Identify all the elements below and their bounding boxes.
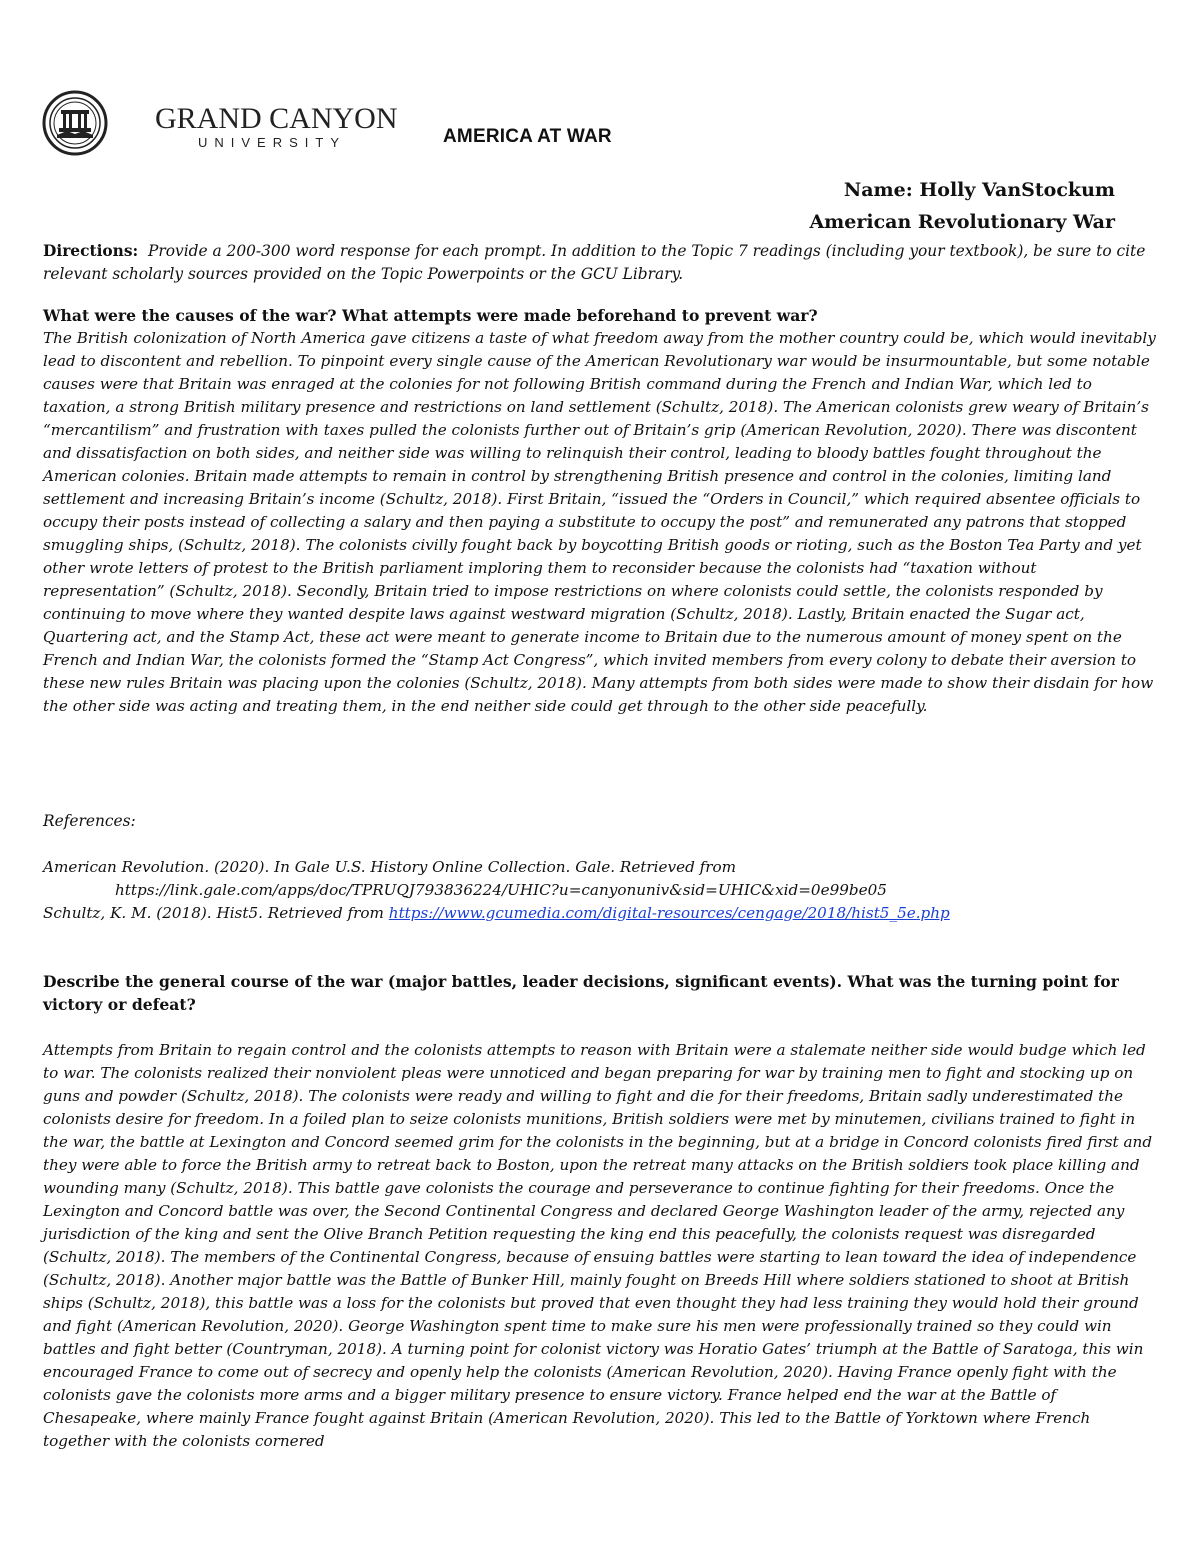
reference-1-url: https://link.gale.com/apps/doc/TPRUQJ793836224/UHIC?u=canyonuniv&sid=UHIC&xid=0e99be05 [115,881,887,899]
references-label: References: [43,812,136,830]
assignment-topic: American Revolutionary War [809,211,1115,233]
reference-2-text: Schultz, K. M. (2018). Hist5. Retrieved from [43,904,389,922]
reference-2 [43,902,950,925]
reference-1: American Revolution. (2020). In Gale U.S. History Online Collection. Gale. Retrieved from [43,858,737,876]
directions-text: Provide a 200-300 word response for each prompt. In addition to the Topic 7 readings (including your textbook), be sure to cite relevant scholarly sources provided on the Topic Powerpoints or the GCU Library. [43,242,1146,283]
university-logo [37,90,398,158]
student-name: Name: Holly VanStockum [843,179,1115,201]
logo-wordmark: GRAND CANYON [155,102,398,135]
question-2-prompt: Describe the general course of the war (major battles, leader decisions, significant events). What was the turning point for victory or defeat? [43,972,1119,1014]
question-1-answer: The British colonization of North America gave citizens a taste of what freedom away from the mother country could be, which would inevitably lead to discontent and rebellion. To pinpoint every single cause of the American Revolutionary war would be insurmountable, but some notable causes were that Britain was enraged at the colonies for not following British command during the French and Indian War, which led to taxation, a strong British military presence and restrictions on land settlement (Schultz, 2018). The American colonists grew weary of Britain’s “mercantilism” and frustration with taxes pulled the colonists further out of Britain’s grip (American Revolution, 2020). There was discontent and dissatisfaction on both sides, and neither side was willing to relinquish their control, leading to bloody battles fought throughout the American colonies. Britain made attempts to remain in control by strengthening British presence and control in the colonies, limiting land settlement and increasing Britain’s income (Schultz, 2018). First Britain, “issued the “Orders in Council,” which required absentee officials to occupy their posts instead of collecting a salary and then paying a substitute to occupy the post” and remunerated any patrons that stopped smuggling ships, (Schultz, 2018). The colonists civilly fought back by boycotting British goods or rioting, such as the Boston Tea Party and yet other wrote letters of protest to the British parliament imploring them to reconsider because the colonists had “taxation without representation” (Schultz, 2018). Secondly, Britain tried to impose restrictions on where colonists could settle, the colonists responded by continuing to move where they wanted despite laws against westward migration (Schultz, 2018). Lastly, Britain enacted the Sugar act, Quartering act, and the Stamp Act, these act were meant to generate income to Britain due to the numerous amount of money spent on the French and Indian War, the colonists formed the “Stamp Act Congress”, which invited members from every colony to debate their aversion to these new rules Britain was placing upon the colonies (Schultz, 2018). Many attempts from both sides were made to show their disdain for how the other side was acting and treating them, in the end neither side could get through to the other side peacefully. [43,329,1156,715]
document-title: AMERICA AT WAR [443,126,612,147]
seal-icon [37,90,398,158]
question-2-answer: Attempts from Britain to regain control and the colonists attempts to reason with Britain were a stalemate neither side would budge which led to war. The colonists realized their nonviolent pleas were unnoticed and began preparing for war by training men to fight and stocking up on guns and powder (Schultz, 2018). The colonists were ready and willing to fight and die for their freedoms, Britain sadly underestimated the colonists desire for freedom. In a foiled plan to seize colonists munitions, British soldiers were met by minutemen, civilians trained to fight in the war, the battle at Lexington and Concord seemed grim for the colonists in the beginning, but at a bridge in Concord colonists fired first and they were able to force the British army to retreat back to Boston, upon the retreat many attacks on the British soldiers took place killing and wounding many (Schultz, 2018). This battle gave colonists the courage and perseverance to continue fighting for their freedoms. Once the Lexington and Concord battle was over, the Second Continental Congress and declared George Washington leader of the army, rejected any jurisdiction of the king and sent the Olive Branch Petition requesting the king end this peacefully, the colonists request was disregarded (Schultz, 2018). The members of the Continental Congress, because of ensuing battles were starting to lean toward the idea of independence (Schultz, 2018). Another major battle was the Battle of Bunker Hill, mainly fought on Breeds Hill where soldiers stationed to shoot at British ships (Schultz, 2018), this battle was a loss for the colonists but proved that even thought they had less training they would hold their ground and fight (American Revolution, 2020). George Washington spent time to make sure his men were professionally trained so they could win battles and fight better (Countryman, 2018). A turning point for colonist victory was Horatio Gates’ triumph at the Battle of Saratoga, this win encouraged France to come out of secrecy and openly help the colonists (American Revolution, 2020). Having France openly fight with the colonists gave the colonists more arms and a bigger military presence to ensure victory. France helped end the war at the Battle of Chesapeake, where mainly France fought against Britain (American Revolution, 2020). This led to the Battle of Yorktown where French together with the colonists cornered [43,1041,1153,1450]
logo-subword: UNIVERSITY [198,135,347,150]
directions-paragraph [43,240,1158,286]
reference-2-link[interactable]: https://www.gcumedia.com/digital-resources/cengage/2018/hist5_5e.php [388,904,950,922]
question-1-prompt: What were the causes of the war? What attempts were made beforehand to prevent war? [43,306,818,325]
directions-label: Directions: [43,242,139,260]
